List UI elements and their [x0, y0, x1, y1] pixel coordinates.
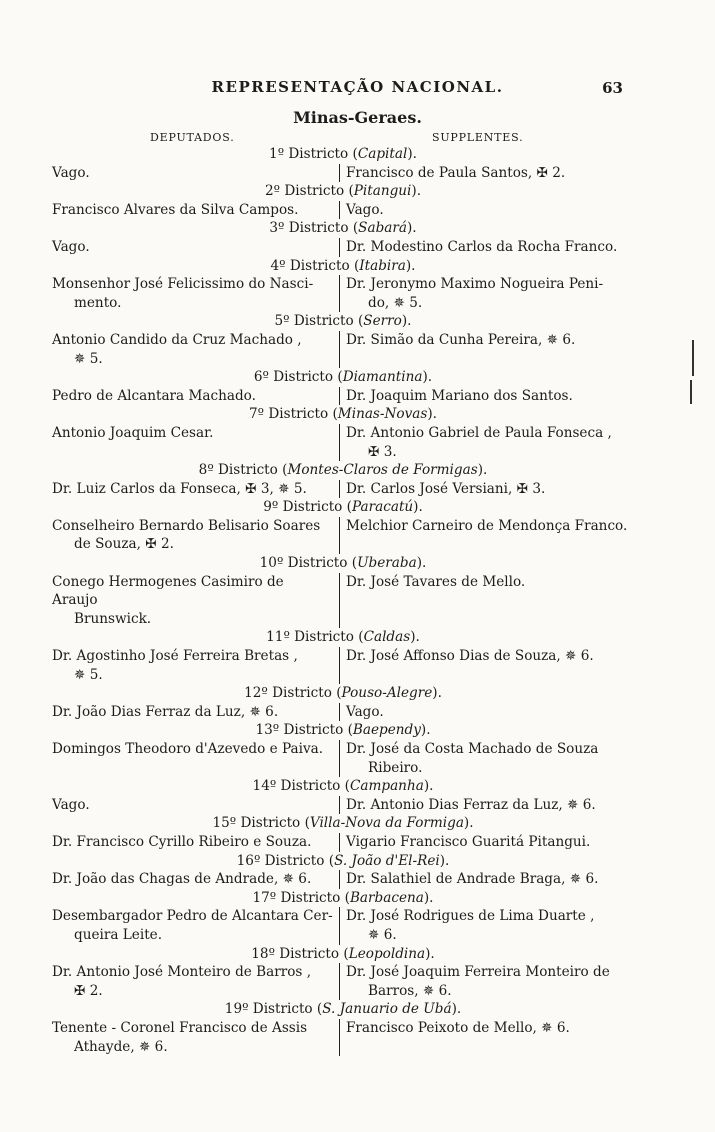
district-place: Caldas	[363, 629, 411, 646]
deputy-name: Vago.	[52, 238, 90, 255]
deputy-name: Athayde, ✵ 6.	[74, 1038, 168, 1055]
district-heading: 16º Districto (S. João d'El-Rei).	[236, 852, 450, 869]
running-head	[0, 78, 715, 100]
substitute-name: Dr. Antonio Dias Ferraz da Luz, ✵ 6.	[346, 796, 596, 813]
district-number: 15º Districto	[212, 815, 301, 832]
substitute-name: Melchior Carneiro de Mendonça Franco.	[346, 517, 628, 534]
deputy-name: Francisco Alvares da Silva Campos.	[52, 201, 299, 218]
district-row	[52, 870, 634, 889]
substitute-name: Barros, ✵ 6.	[368, 982, 452, 999]
district-number: 17º Districto	[252, 889, 341, 906]
substitute-name: Dr. Salathiel de Andrade Braga, ✵ 6.	[346, 871, 599, 888]
running-title: REPRESENTAÇÃO NACIONAL.	[211, 78, 504, 96]
deputy-name: Dr. Luiz Carlos da Fonseca, ✠ 3, ✵ 5.	[52, 480, 307, 497]
deputy-name: Dr. Agostinho José Ferreira Bretas ,	[52, 648, 298, 665]
district-place: Leopoldina	[348, 945, 426, 962]
district-heading: 9º Districto (Paracatú).	[263, 499, 423, 516]
deputy-cell	[52, 424, 339, 461]
margin-rule	[692, 340, 694, 376]
district-heading: 7º Districto (Minas-Novas).	[249, 406, 437, 423]
district-place: S. João d'El-Rei	[334, 852, 440, 869]
deputy-name: Antonio Joaquim Cesar.	[52, 424, 214, 441]
district-place: Montes-Claros de Formigas	[287, 462, 478, 479]
district-place: Villa-Nova da Formiga	[309, 815, 464, 832]
deputy-name: Dr. João das Chagas de Andrade, ✵ 6.	[52, 871, 312, 888]
district-row	[52, 833, 634, 852]
district-place: Diamantina	[342, 369, 423, 386]
substitute-cell	[339, 703, 634, 722]
deputy-name: Dr. Francisco Cyrillo Ribeiro e Souza.	[52, 833, 312, 850]
district-heading: 4º Districto (Itabira).	[270, 257, 416, 274]
deputy-cell	[52, 833, 339, 852]
deputy-name: ✵ 5.	[74, 350, 103, 367]
district-place: Paracatú	[351, 499, 414, 516]
deputy-cell	[52, 740, 339, 777]
substitute-name: Dr. Modestino Carlos da Rocha Franco.	[346, 238, 618, 255]
deputy-name: Pedro de Alcantara Machado.	[52, 387, 256, 404]
district-heading: 6º Districto (Diamantina).	[253, 369, 433, 386]
substitute-name: Dr. José Rodrigues de Lima Duarte ,	[346, 908, 595, 925]
page-number: 63	[602, 79, 623, 97]
district-number: 1º Districto	[269, 146, 349, 162]
district-place: Itabira	[359, 257, 406, 274]
deputy-cell	[52, 331, 339, 368]
deputy-cell	[52, 796, 339, 815]
deputy-cell	[52, 275, 339, 312]
district-number: 18º Districto	[251, 945, 340, 962]
district-list	[52, 145, 634, 1056]
district-row	[52, 703, 634, 722]
substitute-cell	[339, 275, 634, 312]
deputy-cell	[52, 164, 339, 183]
substitute-cell	[339, 1019, 634, 1056]
substitute-name: Dr. Simão da Cunha Pereira, ✵ 6.	[346, 331, 576, 348]
district-number: 19º Districto	[224, 1001, 313, 1018]
substitute-cell	[339, 480, 634, 499]
district-number: 8º Districto	[198, 462, 278, 479]
substitute-cell	[339, 424, 634, 461]
district-row	[52, 275, 634, 312]
deputy-name: Conego Hermogenes Casimiro de Araujo	[52, 573, 284, 609]
district-number: 10º Districto	[259, 555, 348, 572]
deputy-name: Dr. Antonio José Monteiro de Barros ,	[52, 964, 312, 981]
district-heading: 15º Districto (Villa-Nova da Formiga).	[212, 815, 474, 832]
district-place: Pitangui	[353, 183, 412, 200]
substitute-cell	[339, 331, 634, 368]
district-row	[52, 796, 634, 815]
deputy-name: Brunswick.	[74, 610, 152, 627]
deputy-cell	[52, 480, 339, 499]
district-row	[52, 387, 634, 406]
district-heading: 14º Districto (Campanha).	[252, 778, 434, 795]
district-number: 14º Districto	[252, 778, 341, 795]
deputy-name: queira Leite.	[74, 926, 163, 943]
deputy-name: Tenente - Coronel Francisco de Assis	[52, 1019, 308, 1036]
district-place: Sabará	[358, 220, 407, 237]
district-heading: 12º Districto (Pouso-Alegre).	[244, 685, 442, 702]
district-row	[52, 238, 634, 257]
substitute-name: Dr. Carlos José Versiani, ✠ 3.	[346, 480, 546, 497]
district-heading: 8º Districto (Montes-Claros de Formigas).	[198, 462, 488, 479]
margin-rule	[690, 380, 692, 404]
deputy-cell	[52, 201, 339, 220]
district-row	[52, 331, 634, 368]
substitute-name: Francisco de Paula Santos, ✠ 2.	[346, 164, 566, 181]
substitute-cell	[339, 201, 634, 220]
district-number: 6º Districto	[253, 369, 334, 386]
deputy-cell	[52, 1019, 339, 1056]
deputy-name: Domingos Theodoro d'Azevedo e Paiva.	[52, 741, 324, 757]
district-place: Pouso-Alegre	[341, 685, 433, 702]
substitute-cell	[339, 907, 634, 944]
district-row	[52, 424, 634, 461]
substitute-cell	[339, 517, 634, 554]
deputy-name: ✠ 2.	[74, 982, 103, 999]
deputy-cell	[52, 963, 339, 1000]
substitute-cell	[339, 870, 634, 889]
district-row	[52, 517, 634, 554]
district-number: 11º Districto	[266, 629, 354, 646]
substitute-cell	[339, 238, 634, 257]
substitute-cell	[339, 963, 634, 1000]
district-place: Serro	[363, 313, 402, 330]
district-row	[52, 201, 634, 220]
deputy-cell	[52, 870, 339, 889]
province-heading: Minas-Geraes.	[293, 108, 422, 127]
deputy-cell	[52, 647, 339, 684]
district-row	[52, 573, 634, 629]
substitute-name: do, ✵ 5.	[368, 294, 423, 311]
district-row	[52, 907, 634, 944]
substitute-cell	[339, 573, 634, 629]
substitute-cell	[339, 796, 634, 815]
substitute-name: Dr. José Affonso Dias de Souza, ✵ 6.	[346, 648, 594, 665]
district-number: 3º Districto	[269, 220, 349, 237]
substitute-name: Ribeiro.	[368, 759, 423, 776]
deputy-name: Vago.	[52, 796, 90, 813]
substitute-name: Dr. José da Costa Machado de Souza	[346, 741, 599, 757]
deputy-name: Desembargador Pedro de Alcantara Cer-	[52, 908, 333, 925]
deputy-cell	[52, 573, 339, 629]
district-place: S. Januario de Ubá	[322, 1001, 452, 1018]
substitute-cell	[339, 833, 634, 852]
deputy-cell	[52, 238, 339, 257]
district-heading: 13º Districto (Baependy).	[255, 722, 431, 739]
district-place: Minas-Novas	[337, 406, 428, 423]
district-number: 12º Districto	[244, 685, 332, 702]
district-place: Barbacena	[349, 889, 424, 906]
district-heading: 2º Districto (Pitangui).	[264, 183, 422, 200]
deputy-name: Monsenhor José Felicissimo do Nasci-	[52, 276, 314, 293]
district-heading: 10º Districto (Uberaba).	[259, 555, 427, 572]
district-heading: 3º Districto (Sabará).	[269, 220, 417, 237]
district-number: 4º Districto	[270, 257, 350, 274]
substitute-name: Vigario Francisco Guaritá Pitangui.	[346, 833, 591, 850]
district-heading: 11º Districto (Caldas).	[266, 629, 420, 646]
district-row	[52, 740, 634, 777]
substitute-name: Dr. Jeronymo Maximo Nogueira Peni-	[346, 276, 604, 293]
district-heading: 18º Districto (Leopoldina).	[251, 945, 435, 962]
deputy-name: Dr. João Dias Ferraz da Luz, ✵ 6.	[52, 703, 279, 720]
substitute-cell	[339, 164, 634, 183]
district-number: 2º Districto	[264, 183, 345, 200]
district-row	[52, 164, 634, 183]
deputy-name: Conselheiro Bernardo Belisario Soares	[52, 517, 321, 534]
deputy-cell	[52, 387, 339, 406]
district-number: 9º Districto	[263, 499, 343, 516]
deputy-cell	[52, 517, 339, 554]
district-place: Uberaba	[357, 555, 417, 572]
substitute-name: Vago.	[346, 703, 384, 720]
deputy-name: de Souza, ✠ 2.	[74, 536, 174, 553]
district-number: 7º Districto	[249, 406, 329, 423]
district-row	[52, 963, 634, 1000]
substitute-cell	[339, 740, 634, 777]
district-number: 13º Districto	[255, 722, 344, 739]
deputy-name: Vago.	[52, 164, 90, 181]
substitute-name: Dr. José Joaquim Ferreira Monteiro de	[346, 964, 610, 981]
deputy-name: Antonio Candido da Cruz Machado ,	[52, 331, 302, 348]
district-place: Baependy	[352, 722, 421, 739]
column-heading-deputies: DEPUTADOS.	[150, 131, 235, 144]
district-place: Capital	[357, 146, 408, 162]
substitute-cell	[339, 647, 634, 684]
district-row	[52, 1019, 634, 1056]
district-heading: 5º Districto (Serro).	[274, 313, 412, 330]
column-heading-substitutes: SUPPLENTES.	[432, 131, 524, 144]
district-row	[52, 647, 634, 684]
substitute-name: ✵ 6.	[368, 926, 397, 943]
district-heading: 1º Districto (Capital).	[269, 146, 417, 162]
substitute-name: Vago.	[346, 201, 384, 218]
district-place: Campanha	[349, 778, 424, 795]
substitute-name: Francisco Peixoto de Mello, ✵ 6.	[346, 1019, 570, 1036]
substitute-name: ✠ 3.	[368, 443, 397, 460]
deputy-name: mento.	[74, 294, 122, 311]
substitute-name: Dr. José Tavares de Mello.	[346, 573, 526, 590]
deputy-cell	[52, 703, 339, 722]
deputy-name: ✵ 5.	[74, 666, 103, 683]
district-number: 5º Districto	[274, 313, 354, 330]
substitute-name: Dr. Antonio Gabriel de Paula Fonseca ,	[346, 424, 612, 441]
deputy-cell	[52, 907, 339, 944]
district-heading: 17º Districto (Barbacena).	[252, 889, 434, 906]
district-row	[52, 480, 634, 499]
district-number: 16º Districto	[236, 852, 325, 869]
substitute-name: Dr. Joaquim Mariano dos Santos.	[346, 387, 573, 404]
district-heading: 19º Districto (S. Januario de Ubá).	[224, 1001, 462, 1018]
substitute-cell	[339, 387, 634, 406]
